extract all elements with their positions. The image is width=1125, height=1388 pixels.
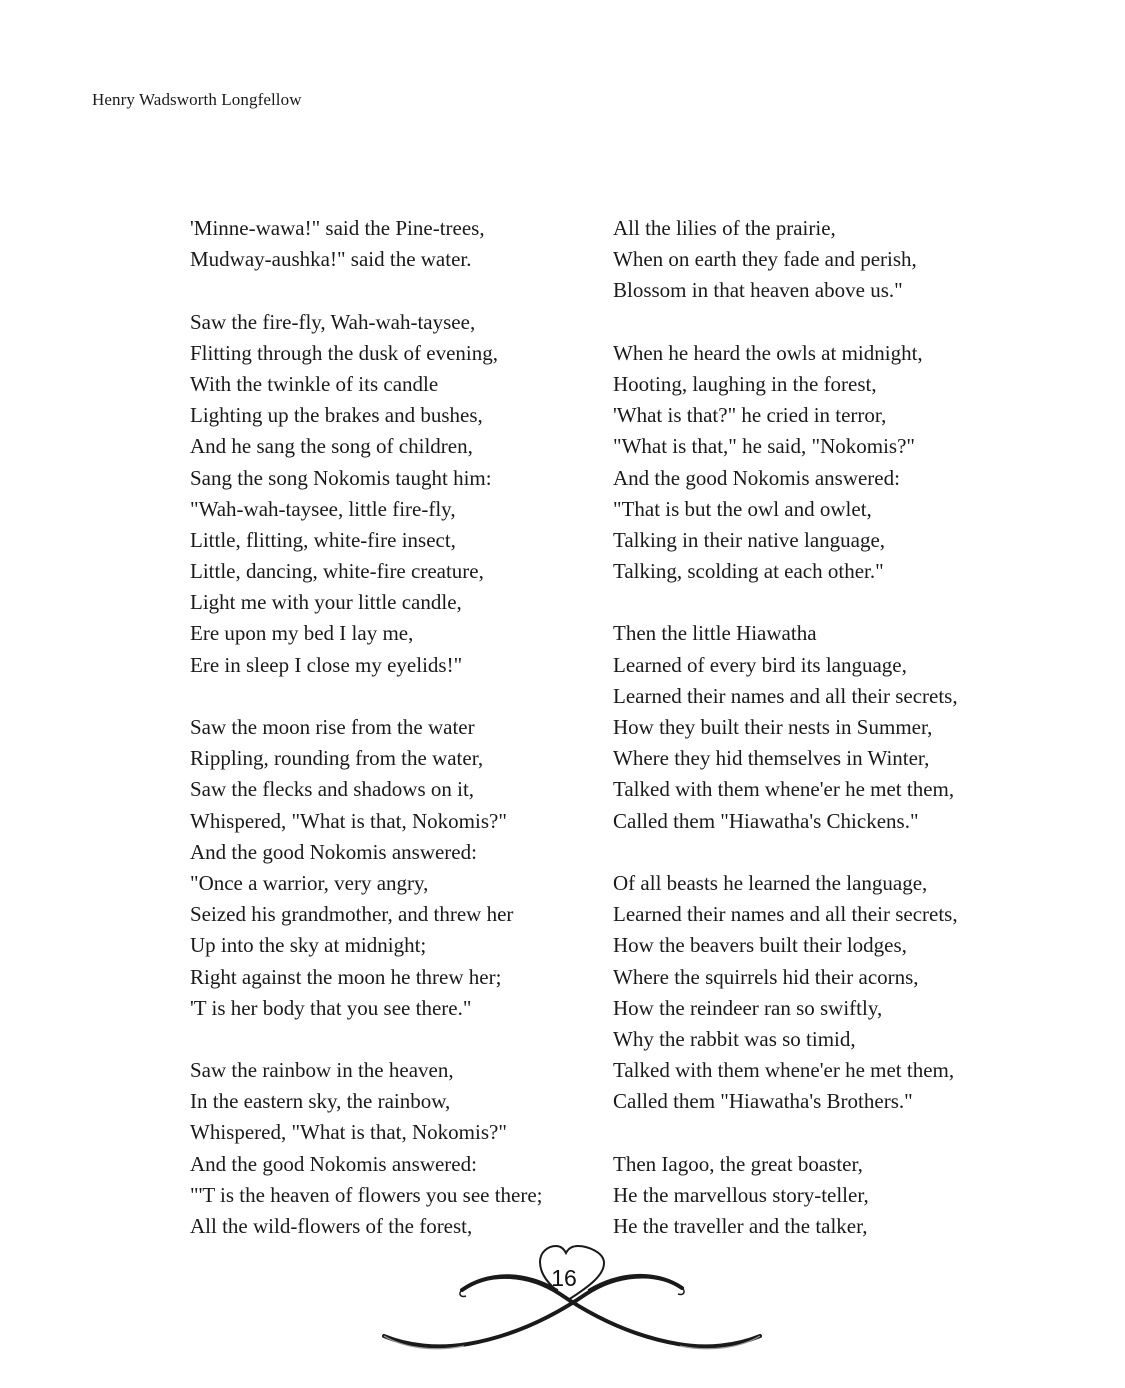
- stanza-break: [613, 1117, 1013, 1148]
- poem-line: Where they hid themselves in Winter,: [613, 746, 930, 771]
- poem-line: Ere in sleep I close my eyelids!": [190, 652, 463, 677]
- poem-line: With the twinkle of its candle: [190, 371, 439, 396]
- poem-line: Light me with your little candle,: [190, 590, 462, 615]
- poem-line: Ere upon my bed I lay me,: [190, 621, 414, 646]
- poem-line: Talked with them whene'er he met them,: [613, 777, 955, 802]
- poem-line: Saw the rainbow in the heaven,: [190, 1058, 454, 1083]
- poem-line: Where the squirrels hid their acorns,: [613, 964, 919, 989]
- poem-line: Little, dancing, white-fire creature,: [190, 559, 484, 584]
- poem-line: He the traveller and the talker,: [613, 1214, 868, 1238]
- poem-line: Lighting up the brakes and bushes,: [190, 403, 483, 428]
- poem-line: Learned of every bird its language,: [613, 652, 907, 677]
- poem-line: Why the rabbit was so timid,: [613, 1026, 856, 1051]
- poem-line: Talked with them whene'er he met them,: [613, 1058, 955, 1083]
- poem-line: And he sang the song of children,: [190, 434, 473, 459]
- poem-line: Talking in their native language,: [613, 527, 886, 552]
- poem-line: Learned their names and all their secrets,: [613, 902, 958, 927]
- stanza-break: [190, 1024, 590, 1055]
- poem-line: Whispered, "What is that, Nokomis?": [190, 808, 507, 833]
- poem-line: Then the little Hiawatha: [613, 621, 817, 646]
- stanza-break: [190, 681, 590, 712]
- poem-line: Seized his grandmother, and threw her: [190, 902, 514, 927]
- poem-line: Little, flitting, white-fire insect,: [190, 527, 456, 552]
- poem-line: Saw the fire-fly, Wah-wah-taysee,: [190, 309, 476, 334]
- poem-line: "Once a warrior, very angry,: [190, 870, 429, 895]
- page-number: 16: [551, 1265, 577, 1291]
- poem-line: And the good Nokomis answered:: [613, 465, 900, 490]
- poem-line: Called them "Hiawatha's Chickens.": [613, 808, 919, 833]
- poem-line: Blossom in that heaven above us.": [613, 278, 903, 303]
- poem-line: All the lilies of the prairie,: [613, 216, 836, 240]
- poem-line: "'T is the heaven of flowers you see there;: [190, 1182, 543, 1207]
- stanza-break: [190, 275, 590, 306]
- poem-line: He the marvellous story-teller,: [613, 1182, 869, 1207]
- poem-column-left: [190, 213, 590, 1242]
- poem-line: Then Iagoo, the great boaster,: [613, 1151, 863, 1176]
- poem-line: When on earth they fade and perish,: [613, 247, 917, 272]
- poem-line: When he heard the owls at midnight,: [613, 340, 923, 365]
- poem-line: Of all beasts he learned the language,: [613, 870, 928, 895]
- poem-line: Up into the sky at midnight;: [190, 933, 427, 958]
- poem-line: How the beavers built their lodges,: [613, 933, 907, 958]
- poem-line: How they built their nests in Summer,: [613, 715, 933, 739]
- poem-line: How the reindeer ran so swiftly,: [613, 995, 883, 1020]
- stanza-break: [613, 307, 1013, 338]
- stanza-break: [613, 587, 1013, 618]
- poem-line: 'What is that?" he cried in terror,: [613, 403, 887, 428]
- poem-line: "What is that," he said, "Nokomis?": [613, 434, 915, 459]
- poem-line: Called them "Hiawatha's Brothers.": [613, 1089, 913, 1114]
- poem-line: Talking, scolding at each other.": [613, 559, 884, 584]
- poem-line: Learned their names and all their secrets,: [613, 683, 958, 708]
- poem-line: And the good Nokomis answered:: [190, 839, 477, 864]
- poem-line: Saw the moon rise from the water: [190, 715, 475, 739]
- poem-line: Flitting through the dusk of evening,: [190, 340, 498, 365]
- poem-line: 'Minne-wawa!" said the Pine-trees,: [190, 216, 485, 240]
- poem-line: Whispered, "What is that, Nokomis?": [190, 1120, 507, 1145]
- poem-line: "That is but the owl and owlet,: [613, 496, 872, 521]
- swash-right-to-left: [384, 1277, 682, 1347]
- poem-column-right: [613, 213, 1013, 1242]
- poem-line: Right against the moon he threw her;: [190, 964, 502, 989]
- running-header-author: Henry Wadsworth Longfellow: [92, 90, 302, 109]
- poem-line: Saw the flecks and shadows on it,: [190, 777, 475, 802]
- poem-line: Mudway-aushka!" said the water.: [190, 247, 472, 272]
- poem-line: Rippling, rounding from the water,: [190, 746, 484, 771]
- poem-line: Sang the song Nokomis taught him:: [190, 465, 492, 490]
- poem-line: 'T is her body that you see there.": [190, 995, 472, 1020]
- poem-line: All the wild-flowers of the forest,: [190, 1214, 473, 1238]
- heart-swirl-ornament-icon: [380, 1238, 764, 1358]
- poem-line: Hooting, laughing in the forest,: [613, 371, 877, 396]
- stanza-break: [613, 837, 1013, 868]
- poem-line: "Wah-wah-taysee, little fire-fly,: [190, 496, 456, 521]
- poem-line: And the good Nokomis answered:: [190, 1151, 477, 1176]
- poem-line: In the eastern sky, the rainbow,: [190, 1089, 451, 1114]
